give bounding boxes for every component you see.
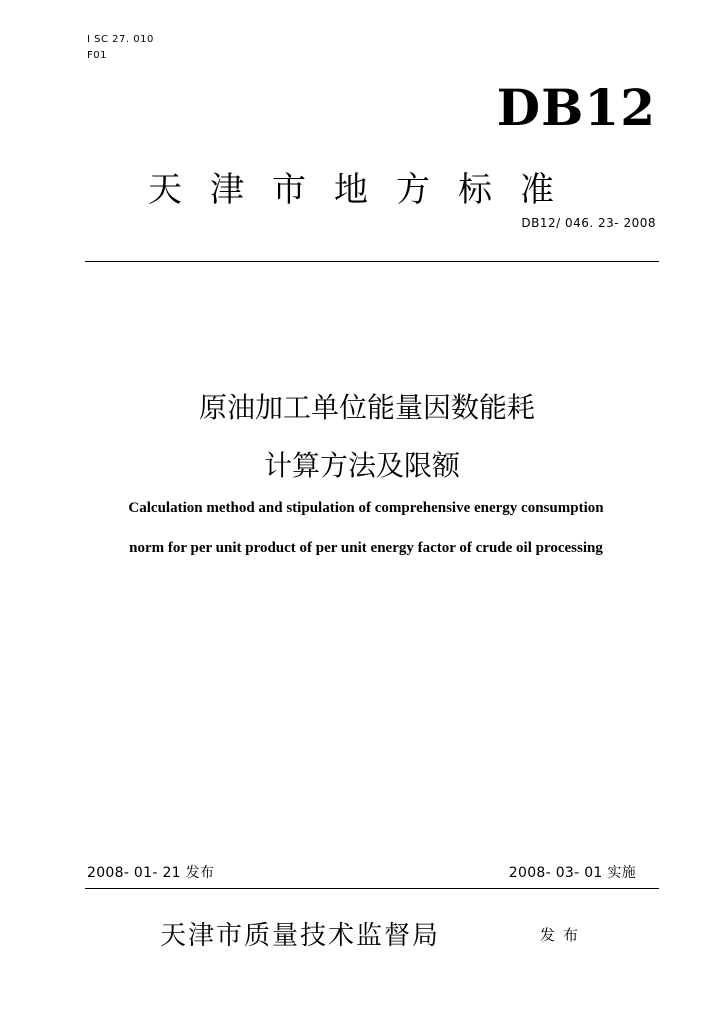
title-english-line-1: Calculation method and stipulation of comprehensive energy consumption xyxy=(128,500,604,516)
bottom-divider xyxy=(85,888,659,889)
standard-code: DB12 xyxy=(496,78,656,137)
ics-code: I SC 27. 010 xyxy=(87,34,154,45)
issuing-authority: 天津市质量技术监督局 xyxy=(160,921,441,951)
standard-number: DB12/ 046. 23- 2008 xyxy=(521,216,656,230)
issue-date: 2008- 01- 21 发布 xyxy=(87,865,215,881)
standard-type: 天津市地方标准 xyxy=(148,170,582,210)
title-chinese-line-1: 原油加工单位能量因数能耗 xyxy=(198,391,535,424)
top-divider xyxy=(85,261,659,262)
issue-label: 发布 xyxy=(540,926,587,944)
ccs-code: F01 xyxy=(87,50,107,61)
implementation-date: 2008- 03- 01 实施 xyxy=(508,865,636,881)
title-chinese-line-2: 计算方法及限额 xyxy=(263,449,460,482)
title-english-line-2: norm for per unit product of per unit energy factor of crude oil processing xyxy=(129,540,603,556)
